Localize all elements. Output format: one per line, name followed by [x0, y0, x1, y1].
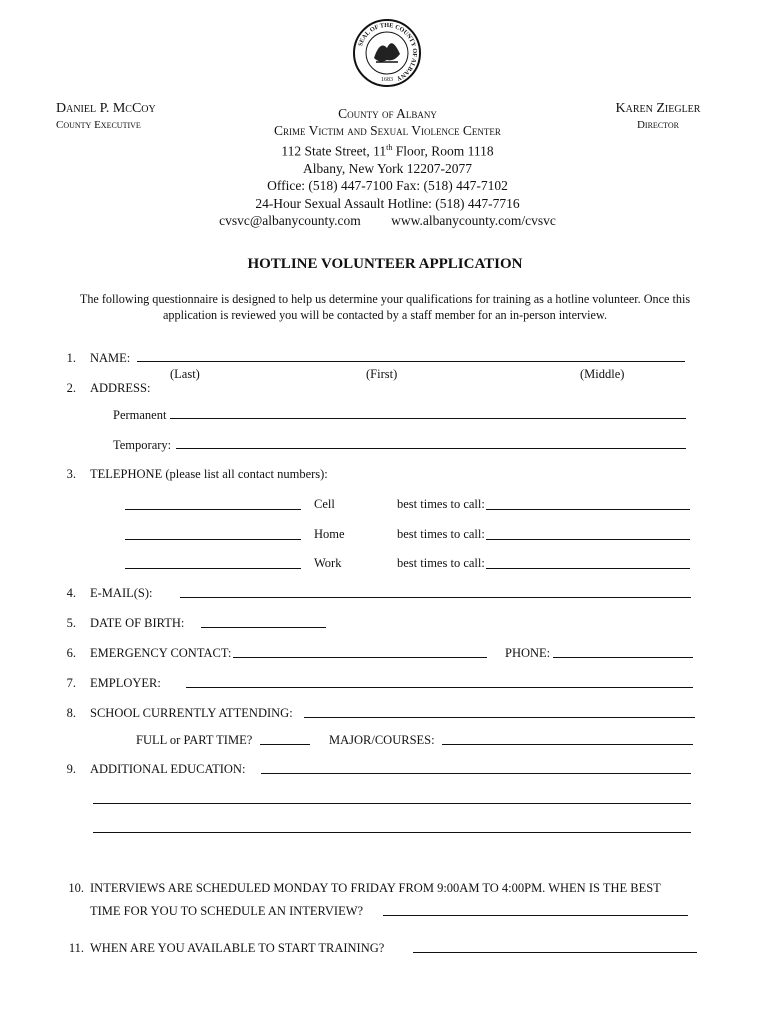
contact-line: [170, 212, 605, 229]
q8-number: 8.: [66, 706, 76, 720]
county-name: County of Albany: [338, 106, 437, 121]
county-seal: [352, 18, 422, 88]
q7-number: 7.: [66, 676, 76, 690]
intro-text: The following questionnaire is designed to help us determine your qualifications for training as a hotline volunteer. Once this application is reviewed you will be contacted by a staff member for an in-person interview.: [79, 292, 691, 322]
cell-best-times-label: best times to call:: [397, 497, 485, 511]
agency-address-block: [170, 105, 605, 229]
permanent-label: Permanent: [113, 408, 167, 422]
seal-ring-text: SEAL OF THE COUNTY OF ALBANY: [356, 21, 419, 82]
permanent-address-field[interactable]: [170, 418, 686, 419]
page-title: HOTLINE VOLUNTEER APPLICATION: [247, 256, 523, 272]
q11-label: WHEN ARE YOU AVAILABLE TO START TRAINING?: [90, 941, 385, 955]
county-executive-title: County Executive: [56, 119, 141, 131]
first-caption: (First): [366, 367, 398, 381]
email-link[interactable]: cvsvc@albanycounty.com: [219, 212, 361, 228]
cell-best-times-field[interactable]: [486, 509, 690, 510]
emergency-contact-field[interactable]: [233, 657, 487, 658]
q10-number: 10.: [68, 881, 84, 895]
q5-label: DATE OF BIRTH:: [90, 616, 185, 630]
home-label: Home: [314, 527, 345, 541]
email-field[interactable]: [180, 597, 691, 598]
cell-label: Cell: [314, 497, 335, 511]
director-title: Director: [636, 119, 680, 131]
cell-phone-field[interactable]: [125, 509, 301, 510]
last-caption: (Last): [170, 367, 200, 381]
county-executive-name: Daniel P. McCoy: [56, 101, 156, 116]
date-of-birth-field[interactable]: [201, 627, 326, 628]
middle-caption: (Middle): [580, 367, 625, 381]
city-state-zip: Albany, New York 12207-2077: [303, 161, 472, 177]
q1-number: 1.: [66, 351, 76, 365]
q9-number: 9.: [66, 762, 76, 776]
home-phone-field[interactable]: [125, 539, 301, 540]
employer-field[interactable]: [186, 687, 693, 688]
director-block: [608, 101, 708, 131]
additional-education-field-2[interactable]: [93, 803, 691, 804]
county-executive-block: [56, 101, 156, 131]
q4-label: E-MAIL(S):: [90, 586, 153, 600]
full-part-time-field[interactable]: [260, 744, 310, 745]
additional-education-field-1[interactable]: [261, 773, 691, 774]
office-fax: Office: (518) 447-7100 Fax: (518) 447-7102: [267, 178, 508, 194]
home-best-times-field[interactable]: [486, 539, 690, 540]
hotline-number: 24-Hour Sexual Assault Hotline: (518) 447-7716: [255, 195, 520, 211]
q6-number: 6.: [66, 646, 76, 660]
seal-year: 1683: [381, 77, 393, 83]
director-name: Karen Ziegler: [615, 101, 701, 116]
website-link[interactable]: www.albanycounty.com/cvsvc: [391, 212, 556, 228]
q10-label-line2: TIME FOR YOU TO SCHEDULE AN INTERVIEW?: [90, 904, 364, 918]
q5-number: 5.: [66, 616, 76, 630]
home-best-times-label: best times to call:: [397, 527, 485, 541]
work-best-times-label: best times to call:: [397, 556, 485, 570]
q8-label: SCHOOL CURRENTLY ATTENDING:: [90, 706, 293, 720]
q7-label: EMPLOYER:: [90, 676, 161, 690]
q6-label: EMERGENCY CONTACT:: [90, 646, 232, 660]
additional-education-field-3[interactable]: [93, 832, 691, 833]
q4-number: 4.: [66, 586, 76, 600]
work-label: Work: [314, 556, 342, 570]
work-phone-field[interactable]: [125, 568, 301, 569]
q11-number: 11.: [68, 941, 84, 955]
q3-number: 3.: [66, 467, 76, 481]
q9-label: ADDITIONAL EDUCATION:: [90, 762, 246, 776]
street-address: 112 State Street, 11th Floor, Room 1118: [281, 143, 494, 159]
center-name: Crime Victim and Sexual Violence Center: [274, 123, 501, 139]
temporary-address-field[interactable]: [176, 448, 686, 449]
school-field[interactable]: [304, 717, 695, 718]
q3-label: TELEPHONE (please list all contact numbers):: [90, 467, 328, 481]
q10-label-line1: INTERVIEWS ARE SCHEDULED MONDAY TO FRIDAY FROM 9:00AM TO 4:00PM. WHEN IS THE BEST: [90, 881, 661, 895]
name-field[interactable]: [137, 361, 685, 362]
training-availability-field[interactable]: [413, 952, 697, 953]
q2-number: 2.: [66, 381, 76, 395]
work-best-times-field[interactable]: [486, 568, 690, 569]
q2-label: ADDRESS:: [90, 381, 151, 395]
emergency-phone-field[interactable]: [553, 657, 693, 658]
major-courses-label: MAJOR/COURSES:: [329, 733, 435, 747]
emergency-phone-label: PHONE:: [505, 646, 551, 660]
full-part-time-label: FULL or PART TIME?: [136, 733, 253, 747]
temporary-label: Temporary:: [113, 438, 172, 452]
interview-time-field[interactable]: [383, 915, 688, 916]
q1-label: NAME:: [90, 351, 131, 365]
major-courses-field[interactable]: [442, 744, 693, 745]
